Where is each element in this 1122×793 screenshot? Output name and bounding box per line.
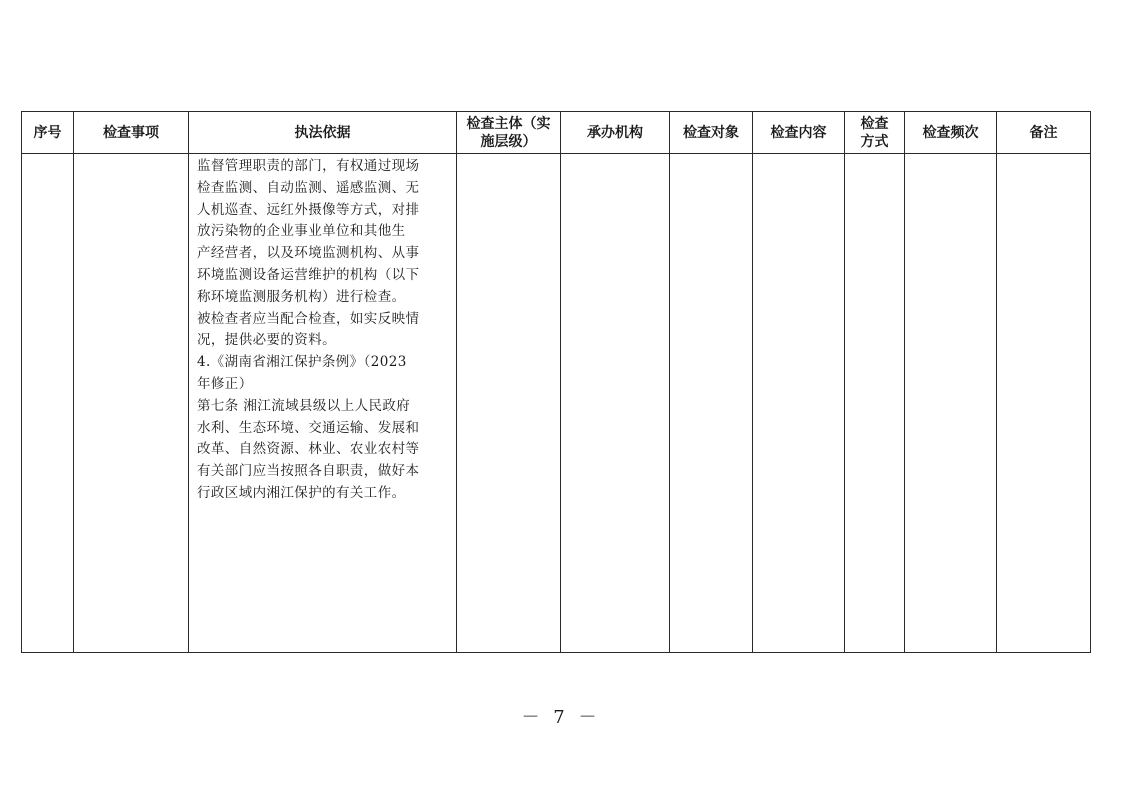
basis-line: 产经营者，以及环境监测机构、从事 (197, 245, 420, 262)
header-subject-line1: 检查主体（实 (466, 115, 551, 132)
inspection-table (21, 111, 1091, 653)
basis-line: 第七条 湘江流域县级以上人民政府 (197, 397, 411, 414)
header-subject (457, 112, 561, 154)
basis-line: 4.《湖南省湘江保护条例》（2023 (197, 354, 407, 371)
cell-target (670, 154, 753, 653)
header-target: 检查对象 (670, 112, 753, 154)
header-method (845, 112, 905, 154)
header-subject-line2: 施层级） (480, 133, 537, 150)
cell-seq (22, 154, 74, 653)
cell-item (74, 154, 189, 653)
header-item: 检查事项 (74, 112, 189, 154)
cell-basis (189, 154, 457, 653)
basis-line: 称环境监测服务机构）进行检查。 (197, 288, 406, 305)
basis-line: 有关部门应当按照各自职责，做好本 (197, 463, 420, 480)
cell-frequency (905, 154, 997, 653)
basis-line: 年修正） (197, 375, 253, 392)
header-org: 承办机构 (561, 112, 670, 154)
basis-line: 况，提供必要的资料。 (197, 332, 336, 349)
header-method-line2: 方式 (860, 133, 889, 150)
basis-line: 被检查者应当配合检查，如实反映情 (197, 310, 420, 327)
basis-line: 监督管理职责的部门，有权通过现场 (197, 158, 420, 174)
page-number: － 7 － (521, 707, 601, 728)
table-header-row (22, 112, 1091, 154)
cell-org (561, 154, 670, 653)
basis-line: 水利、生态环境、交通运输、发展和 (197, 419, 420, 436)
header-note: 备注 (997, 112, 1091, 154)
header-frequency: 检查频次 (905, 112, 997, 154)
basis-line: 放污染物的企业事业单位和其他生 (197, 223, 406, 240)
basis-line: 检查监测、自动监测、遥感监测、无 (197, 179, 420, 196)
basis-text (189, 154, 456, 505)
header-method-line1: 检查 (860, 115, 889, 132)
basis-line: 环境监测设备运营维护的机构（以下 (197, 266, 420, 283)
basis-line: 人机巡查、远红外摄像等方式，对排 (197, 201, 420, 218)
header-basis: 执法依据 (189, 112, 457, 154)
header-content: 检查内容 (753, 112, 845, 154)
basis-line: 改革、自然资源、林业、农业农村等 (197, 441, 420, 458)
header-seq: 序号 (22, 112, 74, 154)
cell-note (997, 154, 1091, 653)
cell-subject (457, 154, 561, 653)
cell-method (845, 154, 905, 653)
basis-line: 行政区域内湘江保护的有关工作。 (197, 484, 406, 501)
cell-content (753, 154, 845, 653)
table-row (22, 154, 1091, 653)
